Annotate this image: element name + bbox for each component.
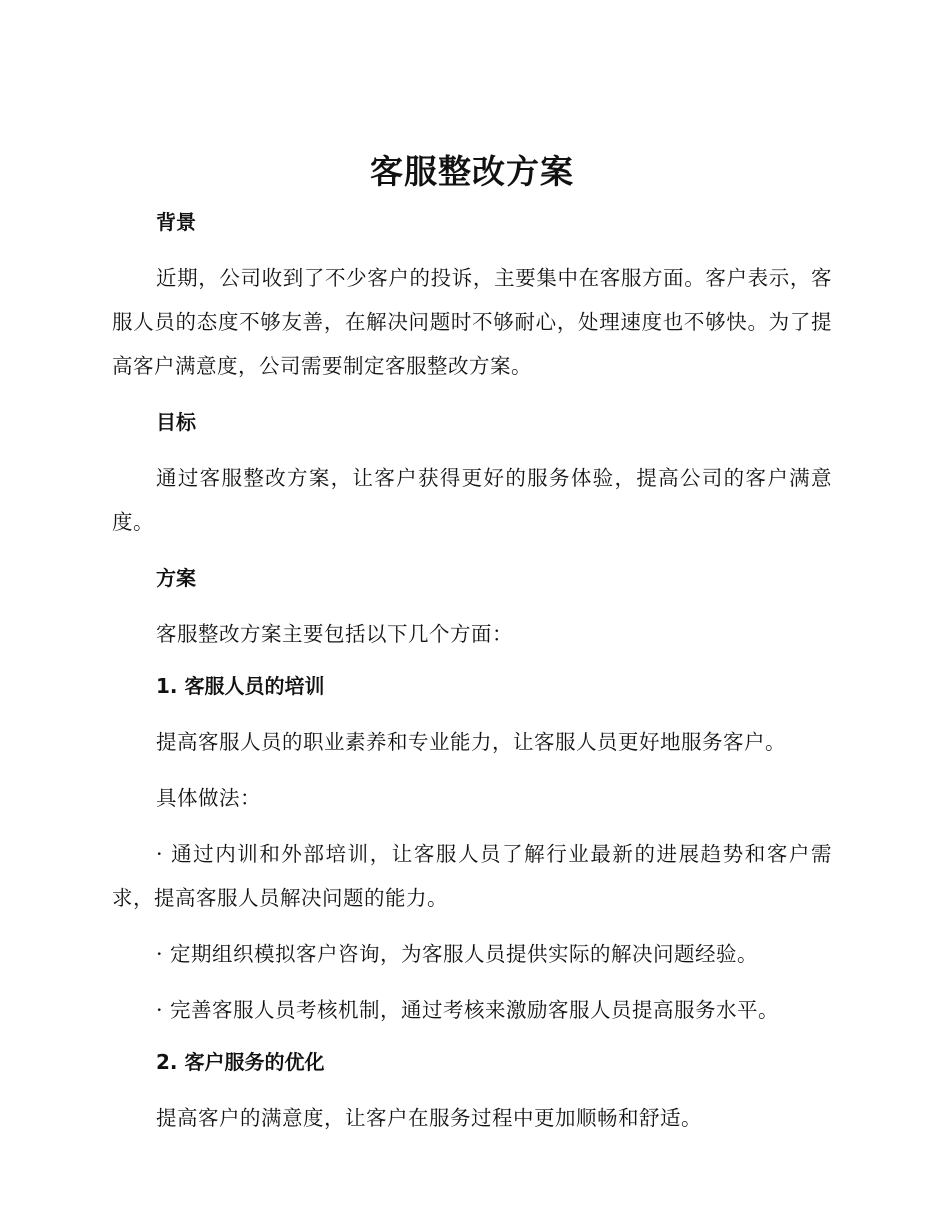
heading-background: 背景 [156,210,196,234]
heading-item-2: 2. 客户服务的优化 [156,1050,325,1074]
heading-goal: 目标 [156,410,196,434]
bullet-item-1-3: · 完善客服人员考核机制，通过考核来激励客服人员提高服务水平。 [156,998,780,1022]
bullet-item-1-1: · 通过内训和外部培训，让客服人员了解行业最新的进展趋势和客户需求，提高客服人员解决问题的能力。 [112,842,832,910]
document-page [112,150,832,1140]
paragraph-background: 近期，公司收到了不少客户的投诉，主要集中在客服方面。客户表示，客服人员的态度不够友善，在解决问题时不够耐心，处理速度也不够快。为了提高客户满意度，公司需要制定客服整改方案。 [112,266,832,378]
heading-item-1: 1. 客服人员的培训 [156,674,325,698]
heading-plan: 方案 [156,566,196,590]
document-title: 客服整改方案 [370,152,574,191]
paragraph-item-2: 提高客户的满意度，让客户在服务过程中更加顺畅和舒适。 [156,1106,702,1130]
paragraph-plan-intro: 客服整改方案主要包括以下几个方面： [156,622,513,646]
paragraph-item-1: 提高客服人员的职业素养和专业能力，让客服人员更好地服务客户。 [156,730,786,754]
bullet-item-1-2: · 定期组织模拟客户咨询，为客服人员提供实际的解决问题经验。 [156,942,759,966]
paragraph-item-1-method-label: 具体做法： [156,786,261,810]
paragraph-goal: 通过客服整改方案，让客户获得更好的服务体验，提高公司的客户满意度。 [112,466,832,534]
